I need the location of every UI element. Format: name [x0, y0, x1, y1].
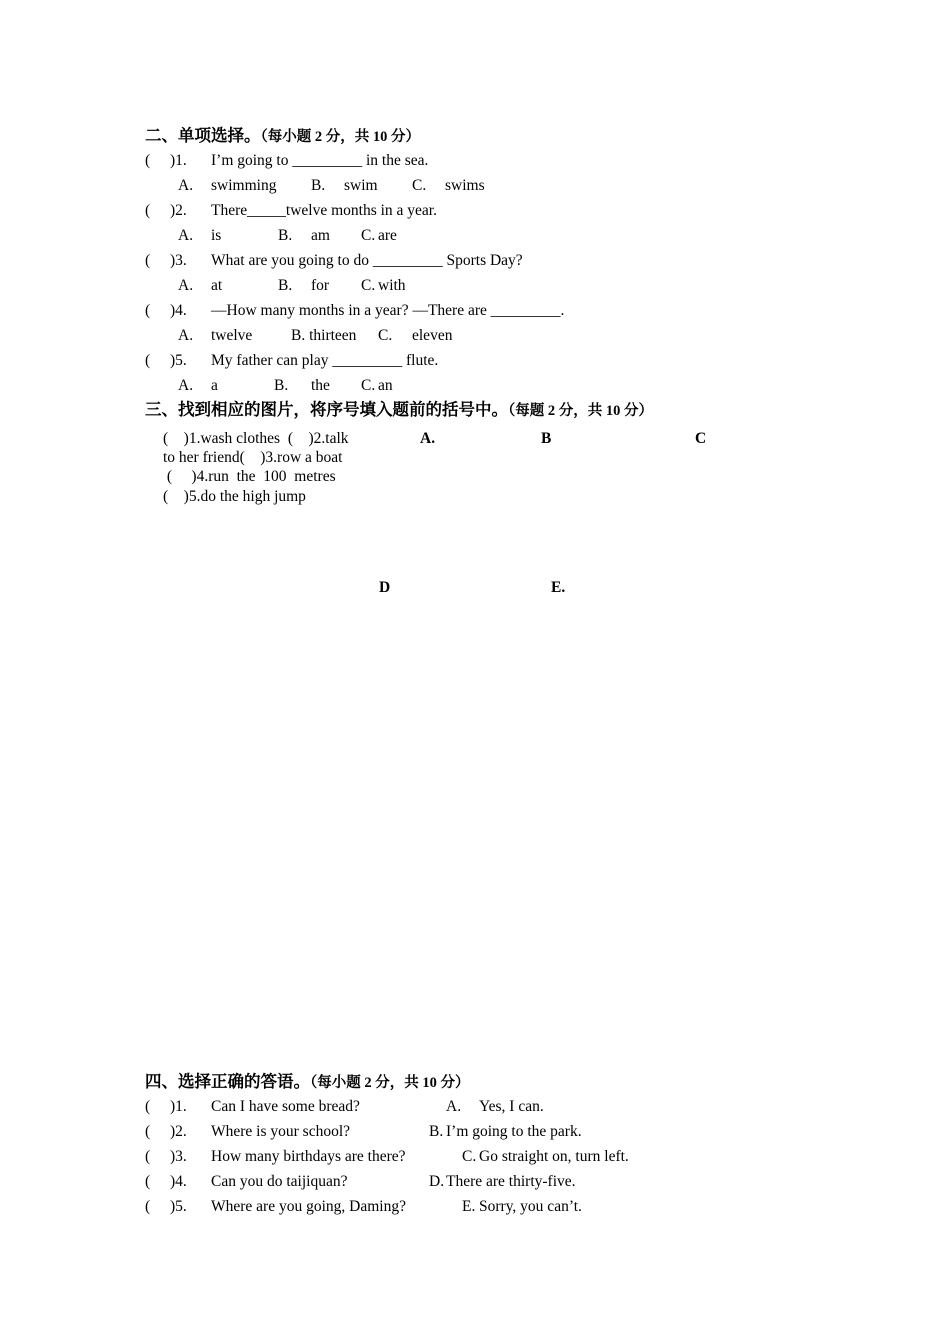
q2-1-opt-c-letter: C.	[412, 177, 427, 194]
section2-score-note: （每小题 2 分，共 10 分）	[260, 129, 420, 145]
q4-1-number: )1.	[170, 1098, 187, 1115]
q2-5-opt-c-letter: C.	[361, 377, 376, 394]
answer-b-letter: B.	[429, 1123, 444, 1140]
picture-label-c: C	[695, 430, 707, 447]
q4-1-text: Can I have some bread?	[211, 1098, 360, 1115]
q4-4-number: )4.	[170, 1173, 187, 1190]
q2-1-opt-b-letter: B.	[311, 177, 326, 194]
q4-5-text: Where are you going, Daming?	[211, 1198, 406, 1215]
match-item-line-4: ( )5.do the high jump	[163, 488, 306, 505]
q2-1-opt-a-letter: A.	[178, 177, 194, 194]
q2-4-opt-b: B. thirteen	[291, 327, 357, 344]
answer-a-letter: A.	[446, 1098, 462, 1115]
section4-heading: 四、选择正确的答语。	[145, 1072, 310, 1091]
q2-5-opt-b-letter: B.	[274, 377, 289, 394]
picture-label-d: D	[379, 579, 391, 596]
q4-2-number: )2.	[170, 1123, 187, 1140]
q2-4-opt-a: twelve	[211, 327, 253, 344]
section2-title	[145, 126, 420, 146]
picture-label-a: A.	[420, 430, 436, 447]
q4-3-number: )3.	[170, 1148, 187, 1165]
q2-5-text: My father can play _________ flute.	[211, 352, 439, 369]
q2-3-opt-b-letter: B.	[278, 277, 293, 294]
answer-e-text: Sorry, you can’t.	[479, 1198, 582, 1215]
section4-score-note: （每小题 2 分，共 10 分）	[310, 1075, 470, 1091]
q2-5-opt-b: the	[311, 377, 330, 394]
answer-c-letter: C.	[462, 1148, 477, 1165]
picture-label-e: E.	[551, 579, 566, 596]
section2-heading: 二、单项选择。	[145, 126, 261, 145]
q4-3-bracket[interactable]: (	[145, 1148, 151, 1165]
q2-2-text: There_____twelve months in a year.	[211, 202, 437, 219]
match-item-line-1: ( )1.wash clothes ( )2.talk	[163, 430, 349, 447]
q2-3-number: )3.	[170, 252, 187, 269]
q4-2-bracket[interactable]: (	[145, 1123, 151, 1140]
q2-2-opt-b: am	[311, 227, 330, 244]
q2-1-opt-b: swim	[344, 177, 378, 194]
match-item-line-2: to her friend( )3.row a boat	[163, 449, 343, 466]
q2-2-opt-c-letter: C.	[361, 227, 376, 244]
q2-2-bracket[interactable]: (	[145, 202, 151, 219]
answer-e-letter: E.	[462, 1198, 476, 1215]
q2-1-text: I’m going to _________ in the sea.	[211, 152, 429, 169]
match-item-line-3: ( )4.run the 100 metres	[163, 468, 336, 485]
q4-5-bracket[interactable]: (	[145, 1198, 151, 1215]
q2-2-opt-a: is	[211, 227, 222, 244]
answer-d-letter: D.	[429, 1173, 445, 1190]
q4-1-bracket[interactable]: (	[145, 1098, 151, 1115]
answer-c-text: Go straight on, turn left.	[479, 1148, 629, 1165]
q2-3-bracket[interactable]: (	[145, 252, 151, 269]
q2-4-opt-c: eleven	[412, 327, 453, 344]
picture-label-b: B	[541, 430, 552, 447]
q2-3-opt-b: for	[311, 277, 330, 294]
q2-5-opt-a: a	[211, 377, 218, 394]
q2-5-opt-c: an	[378, 377, 393, 394]
q2-3-opt-a-letter: A.	[178, 277, 194, 294]
q2-1-bracket[interactable]: (	[145, 152, 151, 169]
q2-5-opt-a-letter: A.	[178, 377, 194, 394]
q4-5-number: )5.	[170, 1198, 187, 1215]
answer-b-text: I’m going to the park.	[446, 1123, 582, 1140]
q2-1-opt-a: swimming	[211, 177, 277, 194]
q2-5-number: )5.	[170, 352, 187, 369]
q2-3-opt-c-letter: C.	[361, 277, 376, 294]
section3-title	[145, 400, 653, 420]
answer-a-text: Yes, I can.	[479, 1098, 544, 1115]
q4-3-text: How many birthdays are there?	[211, 1148, 406, 1165]
q2-4-number: )4.	[170, 302, 187, 319]
q2-4-bracket[interactable]: (	[145, 302, 151, 319]
q2-3-opt-a: at	[211, 277, 223, 294]
q4-2-text: Where is your school?	[211, 1123, 351, 1140]
section3-heading: 三、找到相应的图片，将序号填入题前的括号中。	[145, 400, 508, 419]
q2-2-opt-c: are	[378, 227, 397, 244]
q2-2-number: )2.	[170, 202, 187, 219]
q2-2-opt-a-letter: A.	[178, 227, 194, 244]
section3-score-note: （每题 2 分，共 10 分）	[508, 403, 653, 419]
answer-d-text: There are thirty-five.	[446, 1173, 576, 1190]
q2-4-opt-a-letter: A.	[178, 327, 194, 344]
q4-4-bracket[interactable]: (	[145, 1173, 151, 1190]
q4-4-text: Can you do taijiquan?	[211, 1173, 348, 1190]
q2-4-text: —How many months in a year? —There are _________.	[211, 302, 565, 319]
q2-3-text: What are you going to do _________ Sports Day?	[211, 252, 523, 269]
q2-5-bracket[interactable]: (	[145, 352, 151, 369]
q2-2-opt-b-letter: B.	[278, 227, 293, 244]
q2-3-opt-c: with	[378, 277, 406, 294]
section4-title	[145, 1072, 470, 1092]
q2-4-opt-c-letter: C.	[378, 327, 393, 344]
q2-1-opt-c: swims	[445, 177, 485, 194]
q2-1-number: )1.	[170, 152, 187, 169]
